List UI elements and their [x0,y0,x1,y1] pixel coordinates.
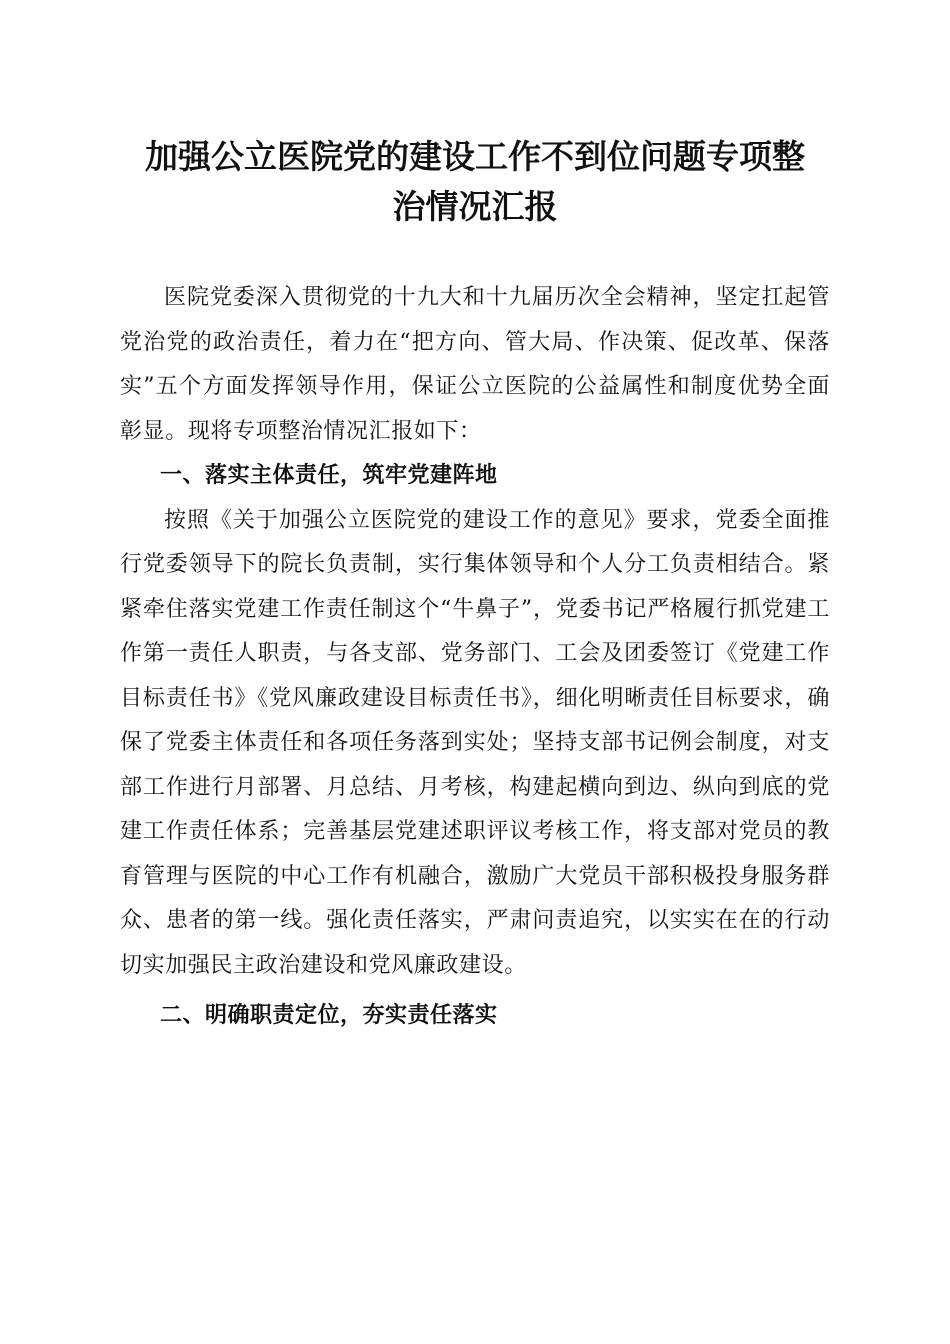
title-line-2: 治情况汇报 [392,187,558,226]
intro-paragraph: 医院党委深入贯彻党的十九大和十九届历次全会精神，坚定扛起管党治党的政治责任，着力在“把方向、管大局、作决策、促改革、保落实”五个方面发挥领导作用，保证公立医院的公益属性和制度优势全面彰显。现将专项整治情况汇报如下： [120,285,830,444]
section-1-paragraph: 按照《关于加强公立医院党的建设工作的意见》要求，党委全面推行党委领导下的院长负责制，实行集体领导和个人分工负责相结合。紧紧牵住落实党建工作责任制这个“牛鼻子”，党委书记严格履行抓党建工作第一责任人职责，与各支部、党务部门、工会及团委签订《党建工作目标责任书》《党风廉政建设目标责任书》，细化明晰责任目标要求，确保了党委主体责任和各项任务落到实处；坚持支部书记例会制度，对支部工作进行月部署、月总结、月考核，构建起横向到边、纵向到底的党建工作责任体系；完善基层党建述职评议考核工作，将支部对党员的教育管理与医院的中心工作有机融合，激励广大党员干部积极投身服务群众、患者的第一线。强化责任落实，严肃问责追究，以实实在在的行动切实加强民主政治建设和党风廉政建设。 [120,507,830,978]
document-body [120,276,830,1039]
document-title [90,132,860,232]
title-line-1: 加强公立医院党的建设工作不到位问题专项整 [145,137,805,176]
section-1-heading: 一、落实主体责任，筑牢党建阵地 [160,463,498,488]
section-2-heading: 二、明确职责定位，夯实责任落实 [160,1003,498,1028]
